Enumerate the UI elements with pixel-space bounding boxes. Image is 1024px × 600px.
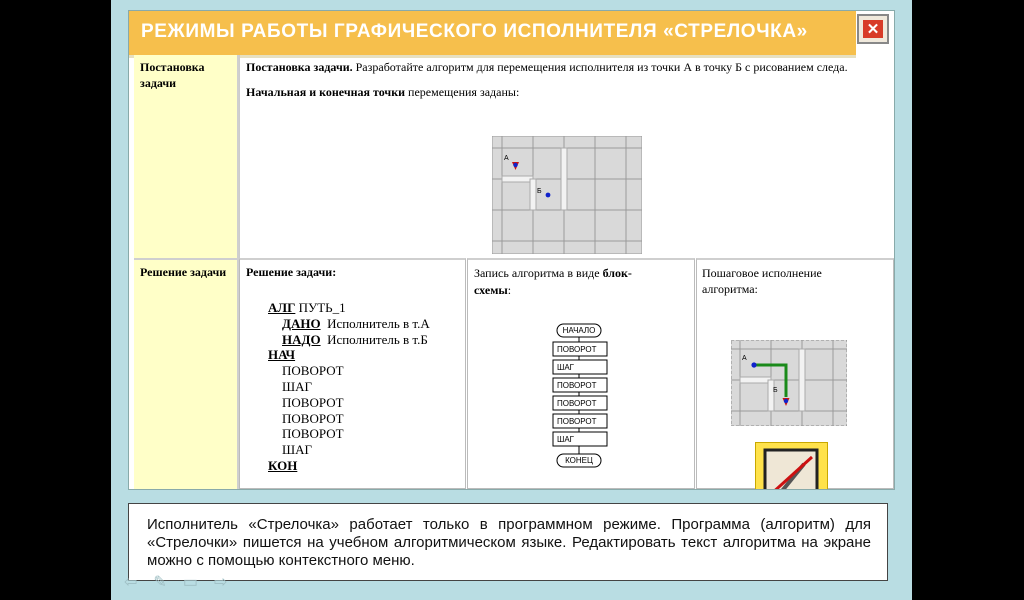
- slide-navigation: [124, 572, 227, 592]
- flowchart-caption-bold1: блок-: [602, 266, 632, 280]
- close-button[interactable]: [857, 14, 889, 44]
- stepwise-point-a: А: [742, 355, 747, 362]
- field-stepwise-image: [731, 340, 847, 426]
- field-task-image: [492, 136, 642, 254]
- alg-keyword: АЛГ: [268, 300, 296, 315]
- algorithm-heading: Решение задачи:: [246, 265, 337, 279]
- flowchart-step: ПОВОРОТ: [557, 417, 597, 426]
- back-arrow-icon[interactable]: ⇦: [124, 574, 138, 591]
- note-text: Исполнитель «Стрелочка» работает только в программном режиме. Программа (алгоритм) для «Стрелочки» пишется на учебном алгоритмическом языке. Редактировать текст алгоритма на экране можно с помощью контекстного меню.: [147, 516, 871, 569]
- points-text: перемещения заданы:: [405, 85, 520, 99]
- flowchart-step: ШАГ: [557, 435, 574, 444]
- point-b-label: Б: [537, 188, 542, 195]
- nach-keyword: НАЧ: [268, 347, 296, 363]
- task-heading: Постановка задачи.: [246, 60, 353, 74]
- flowchart-caption: [468, 260, 694, 299]
- pencil-toggle-button[interactable]: [755, 442, 828, 490]
- title-bar: [129, 11, 856, 58]
- stepwise-caption-line2: алгоритма:: [702, 282, 758, 296]
- flowchart-caption-pre: Запись алгоритма в виде: [474, 266, 603, 280]
- content-panel: [128, 10, 895, 490]
- flowchart-step: ПОВОРОТ: [557, 399, 597, 408]
- nado-text: Исполнитель в т.Б: [327, 331, 428, 347]
- forward-arrow-icon[interactable]: ⇨: [213, 574, 228, 591]
- page-title: РЕЖИМЫ РАБОТЫ ГРАФИЧЕСКОГО ИСПОЛНИТЕЛЯ «СТРЕЛОЧКА»: [141, 21, 808, 42]
- flowchart-step: ШАГ: [557, 363, 574, 372]
- alg-name: ПУТЬ_1: [295, 300, 346, 315]
- task-cell: [239, 55, 894, 258]
- solution-label: Решение задачи: [140, 265, 227, 279]
- kon-keyword: КОН: [268, 457, 298, 473]
- algorithm-step: ШАГ: [282, 378, 313, 394]
- close-icon: ✕: [863, 20, 883, 38]
- nado-keyword: НАДО: [282, 331, 321, 347]
- pencil-off-icon: [756, 443, 827, 490]
- flowchart-caption-post: :: [507, 283, 512, 297]
- dano-text: Исполнитель в т.А: [327, 315, 430, 331]
- algorithm-step: ПОВОРОТ: [282, 363, 344, 379]
- point-a-label: А: [504, 155, 509, 162]
- algorithm-cell: [239, 258, 466, 489]
- flowchart-step: ПОВОРОТ: [557, 345, 597, 354]
- note-box: [128, 503, 888, 581]
- flowchart-step: ПОВОРОТ: [557, 381, 597, 390]
- flowchart-cell: [467, 258, 695, 489]
- solution-label-cell: [134, 258, 239, 489]
- algorithm-step: ПОВОРОТ: [282, 394, 344, 410]
- algorithm-step: ШАГ: [282, 442, 313, 458]
- stepwise-cell: [696, 258, 894, 489]
- task-text: Разработайте алгоритм для перемещения исполнителя из точки А в точку Б с рисованием следа.: [352, 60, 848, 74]
- stepwise-point-b: Б: [773, 387, 778, 394]
- task-label-line1: Постановка: [140, 60, 205, 74]
- task-label-line2: задачи: [140, 76, 177, 90]
- stepwise-caption-line1: Пошаговое исполнение: [702, 266, 822, 280]
- flowchart-end: КОНЕЦ: [565, 456, 593, 465]
- dano-keyword: ДАНО: [282, 315, 321, 331]
- points-heading: Начальная и конечная точки: [246, 85, 406, 99]
- task-label-cell: [134, 55, 239, 258]
- algorithm-text: [268, 300, 430, 474]
- algorithm-step: ПОВОРОТ: [282, 426, 344, 442]
- pen-icon[interactable]: ✎: [153, 574, 167, 591]
- menu-icon[interactable]: ▭: [182, 574, 198, 591]
- flowchart-caption-bold2: схемы: [474, 283, 508, 297]
- flowchart: [548, 322, 628, 472]
- algorithm-step: ПОВОРОТ: [282, 410, 344, 426]
- flowchart-start: НАЧАЛО: [562, 326, 596, 335]
